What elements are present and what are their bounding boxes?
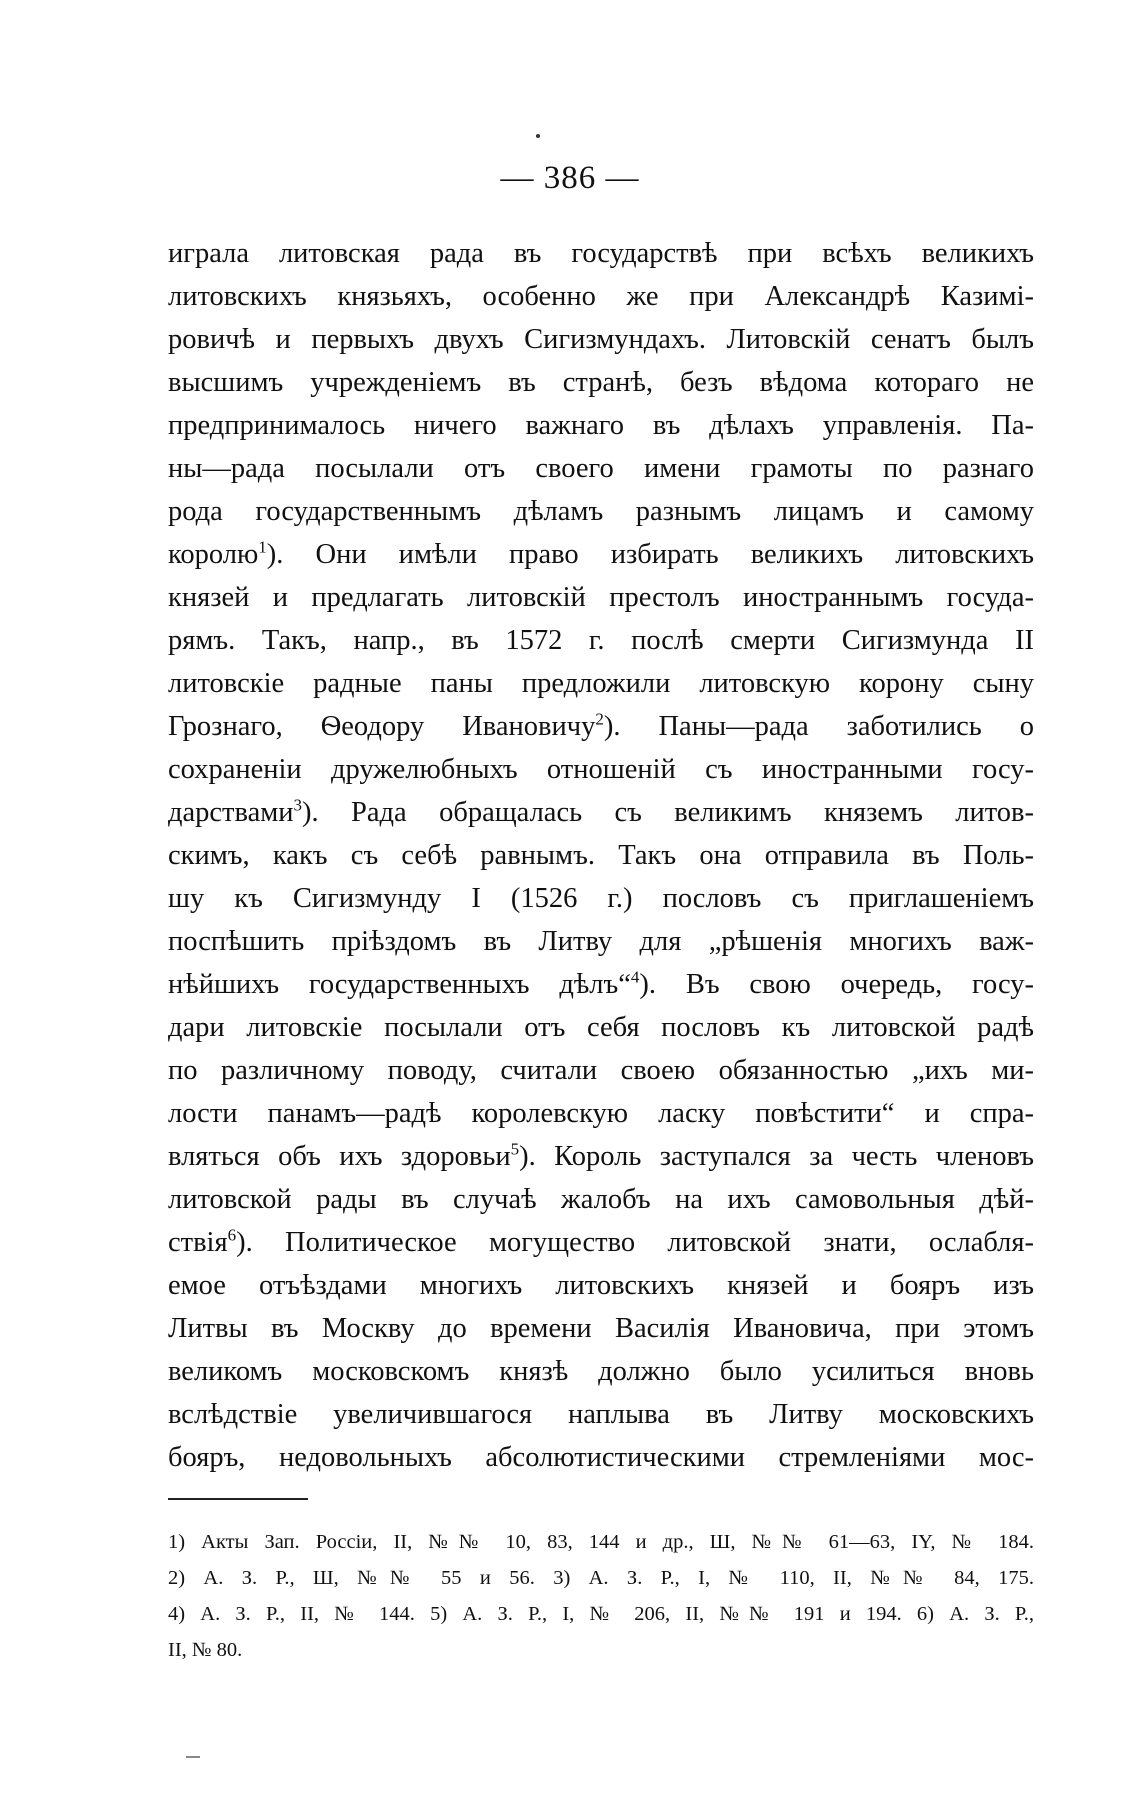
text-line: поспѣшить пріѣздомъ въ Литву для „рѣшенія многихъ важ-	[168, 926, 1034, 957]
footnote-marker: 5	[510, 1139, 520, 1159]
text-line: вляться объ ихъ здоровьи$^5$). Король заступался за честь членовъ	[168, 1139, 1034, 1172]
page-number: — 386 —	[500, 160, 640, 196]
text-line: бояръ, недовольныхъ абсолютистическими стремленіями мос-	[168, 1442, 1034, 1473]
footnote-divider	[168, 1498, 308, 1500]
text-line: ны—рада посылали отъ своего имени грамоты по разнаго	[168, 453, 1034, 484]
print-mark	[186, 1756, 200, 1758]
footnote-marker: 2	[595, 709, 604, 729]
footnote-line: 2) А. З. Р., Ш, №№ 55 и 56. 3) А. З. Р., I, № 110, II, №№ 84, 175.	[168, 1567, 1034, 1589]
text-line: великомъ московскомъ князѣ должно было усилиться вновь	[168, 1356, 1034, 1387]
text-line: ствія$^6$). Политическое могущество литовской знати, ослабля-	[168, 1225, 1034, 1258]
footnotes	[168, 1524, 1034, 1668]
text-line: высшимъ учрежденіемъ въ странѣ, безъ вѣдома котораго не	[168, 367, 1034, 398]
text-line: ровичѣ и первыхъ двухъ Сигизмундахъ. Литовскій сенатъ былъ	[168, 324, 1034, 355]
text-line: по различному поводу, считали своею обязанностью „ихъ ми-	[168, 1055, 1034, 1086]
text-line: дари литовскіе посылали отъ себя пословъ къ литовской радѣ	[168, 1012, 1034, 1043]
text-line: рямъ. Такъ, напр., въ 1572 г. послѣ смерти Сигизмунда II	[168, 625, 1034, 656]
print-speck	[536, 134, 540, 138]
text-line: королю$^1$). Они имѣли право избирать великихъ литовскихъ	[168, 537, 1034, 570]
text-line: Литвы въ Москву до времени Василія Ивановича, при этомъ	[168, 1313, 1034, 1344]
text-line: нѣйшихъ государственныхъ дѣлъ“$^4$). Въ свою очередь, госу-	[168, 967, 1034, 1000]
text-line: Грознаго, Ѳеодору Ивановичу$^2$). Паны—рада заботились о	[168, 709, 1034, 742]
text-line: емое отъѣздами многихъ литовскихъ князей и бояръ изъ	[168, 1270, 1034, 1301]
text-line: вслѣдствіе увеличившагося наплыва въ Литву московскихъ	[168, 1399, 1034, 1430]
footnote-line: 1) Акты Зап. Россіи, II, №№ 10, 83, 144 и др., Ш, №№ 61—63, IY, № 184.	[168, 1531, 1034, 1553]
text-line: литовскіе радные паны предложили литовскую корону сыну	[168, 668, 1034, 699]
text-line: сохраненіи дружелюбныхъ отношеній съ иностранными госу-	[168, 754, 1034, 785]
text-line: дарствами$^3$). Рада обращалась съ великимъ княземъ литов-	[168, 795, 1034, 828]
main-text	[168, 232, 1034, 1479]
footnote-marker: 3	[293, 795, 303, 815]
text-line: шу къ Сигизмунду I (1526 г.) пословъ съ приглашеніемъ	[168, 883, 1034, 914]
text-line: играла литовская рада въ государствѣ при всѣхъ великихъ	[168, 238, 1034, 269]
footnote-marker: 4	[630, 967, 640, 987]
text-line: князей и предлагать литовскій престолъ иностраннымъ госуда-	[168, 582, 1034, 613]
text-line: скимъ, какъ съ себѣ равнымъ. Такъ она отправила въ Поль-	[168, 840, 1034, 871]
text-line: предпринималось ничего важнаго въ дѣлахъ управленія. Па-	[168, 410, 1034, 441]
text-line: лости панамъ—радѣ королевскую ласку повѣстити“ и спра-	[168, 1098, 1034, 1129]
footnote-line: II, № 80.	[168, 1639, 243, 1661]
text-line: литовскихъ князьяхъ, особенно же при Александрѣ Казимі-	[168, 281, 1034, 312]
footnote-marker: 1	[258, 537, 267, 557]
footnote-marker: 6	[227, 1225, 237, 1245]
text-line: литовской рады въ случаѣ жалобъ на ихъ самовольныя дѣй-	[168, 1184, 1034, 1215]
text-line: рода государственнымъ дѣламъ разнымъ лицамъ и самому	[168, 496, 1034, 527]
footnote-line: 4) А. З. Р., II, № 144. 5) А. З. Р., I, № 206, II, №№ 191 и 194. 6) А. З. Р.,	[168, 1603, 1034, 1625]
